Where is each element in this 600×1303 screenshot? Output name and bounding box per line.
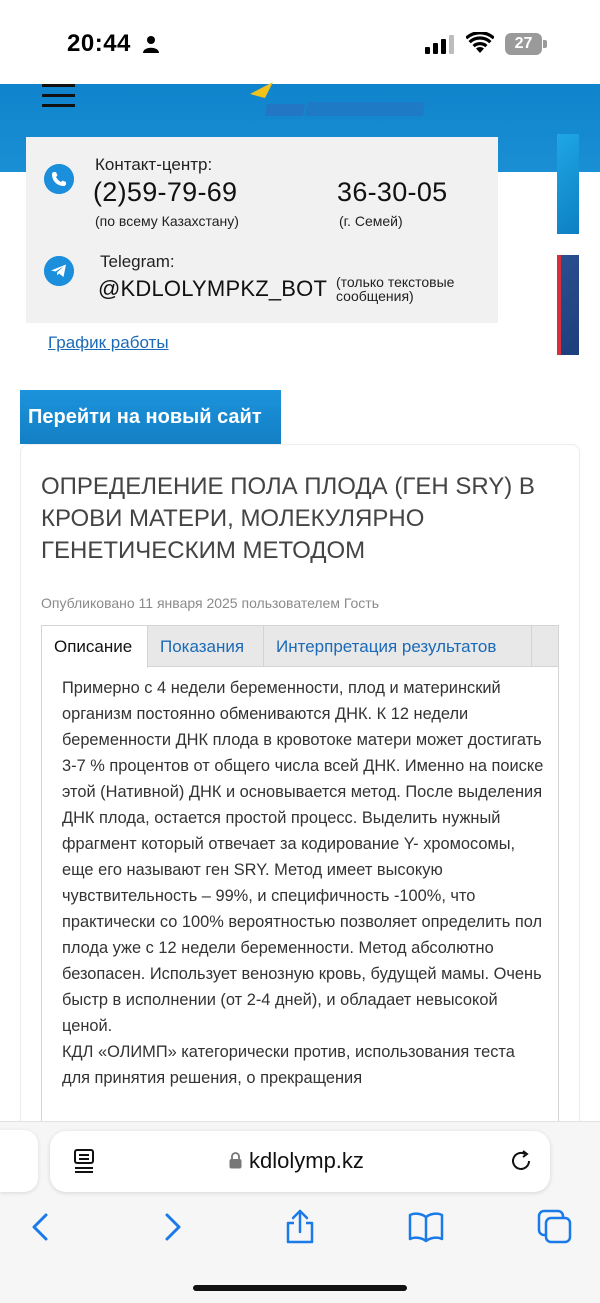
tab-indications[interactable]: Показания — [148, 626, 264, 667]
telegram-icon — [44, 256, 74, 286]
disclaimer-paragraph: КДЛ «ОЛИМП» категорически против, использования теста для принятия решения, о прекращения — [62, 1043, 515, 1087]
promo-banner-2[interactable] — [557, 255, 579, 355]
wifi-icon — [466, 32, 494, 54]
phone-city-note: (г. Семей) — [339, 213, 403, 229]
page-menu-icon[interactable] — [73, 1148, 95, 1174]
telegram-note: (только текстовые сообщения) — [336, 274, 455, 304]
status-bar — [0, 0, 600, 84]
telegram-handle[interactable]: @KDLOLYMPKZ_BOT — [98, 276, 328, 301]
site-logo[interactable] — [245, 80, 445, 120]
previous-tab-preview[interactable] — [0, 1130, 38, 1192]
back-icon[interactable] — [22, 1207, 62, 1247]
tabs-bar — [42, 626, 558, 667]
phone-icon — [44, 164, 74, 194]
tabs-icon[interactable] — [535, 1207, 575, 1247]
tab-interpretation[interactable]: Интерпретация результатов — [264, 626, 532, 667]
article-title: ОПРЕДЕЛЕНИЕ ПОЛА ПЛОДА (ГЕН SRY) В КРОВИ МАТЕРИ, МОЛЕКУЛЯРНО ГЕНЕТИЧЕСКИМ МЕТОДОМ — [41, 473, 535, 564]
status-time: 20:44 — [67, 30, 131, 57]
tab-description[interactable]: Описание — [42, 626, 148, 668]
url-text[interactable]: kdlolymp.kz — [249, 1148, 364, 1173]
person-icon — [142, 35, 160, 53]
menu-icon[interactable] — [42, 84, 75, 108]
description-paragraph: Примерно с 4 недели беременности, плод и материнский организм постоянно обмениваются ДНК. К 12 недели беременности ДНК плода в кровотоке матери может достигать 3-7 % процентов от общего числа всей ДНК. Именно на поиске этой (Нативной) ДНК и основывается метод. После выделения ДНК плода, остается простой процесс. Выделить нужный фрагмент который отвечает за кодирование Y- хромосомы, еще его называют ген SRY. Метод имеет высокую чувствительность – 99%, и специфичность -100%, что практически со 100% вероятностью позволяет определить пол плода уже с 12 недели беременности. Метод абсолютно безопасен. Использует венозную кровь, будущей мамы. Очень быстр в исполнении (от 2-4 дней), и обладает невысокой ценой. — [62, 679, 544, 1035]
battery-level: 27 — [514, 35, 533, 52]
lock-icon — [229, 1152, 242, 1169]
phone-main[interactable]: (2)59-79-69 — [93, 177, 238, 207]
forward-icon[interactable] — [151, 1207, 191, 1247]
contact-center-label: Контакт-центр: — [95, 155, 213, 174]
telegram-label: Telegram: — [100, 252, 175, 271]
home-indicator — [193, 1285, 407, 1291]
phone-city[interactable]: 36-30-05 — [337, 177, 448, 207]
schedule-link[interactable]: График работы — [48, 333, 169, 352]
new-site-button[interactable]: Перейти на новый сайт — [20, 390, 281, 444]
battery-icon — [505, 33, 547, 55]
article-meta: Опубликовано 11 января 2025 пользователем Гость — [41, 595, 379, 611]
bookmarks-icon[interactable] — [406, 1207, 446, 1247]
tab-content — [62, 675, 544, 1091]
share-icon[interactable] — [280, 1207, 320, 1247]
phone-main-note: (по всему Казахстану) — [95, 213, 239, 229]
cellular-signal-icon — [425, 34, 455, 54]
reload-icon[interactable] — [509, 1149, 533, 1173]
promo-banner-1[interactable] — [557, 134, 579, 234]
